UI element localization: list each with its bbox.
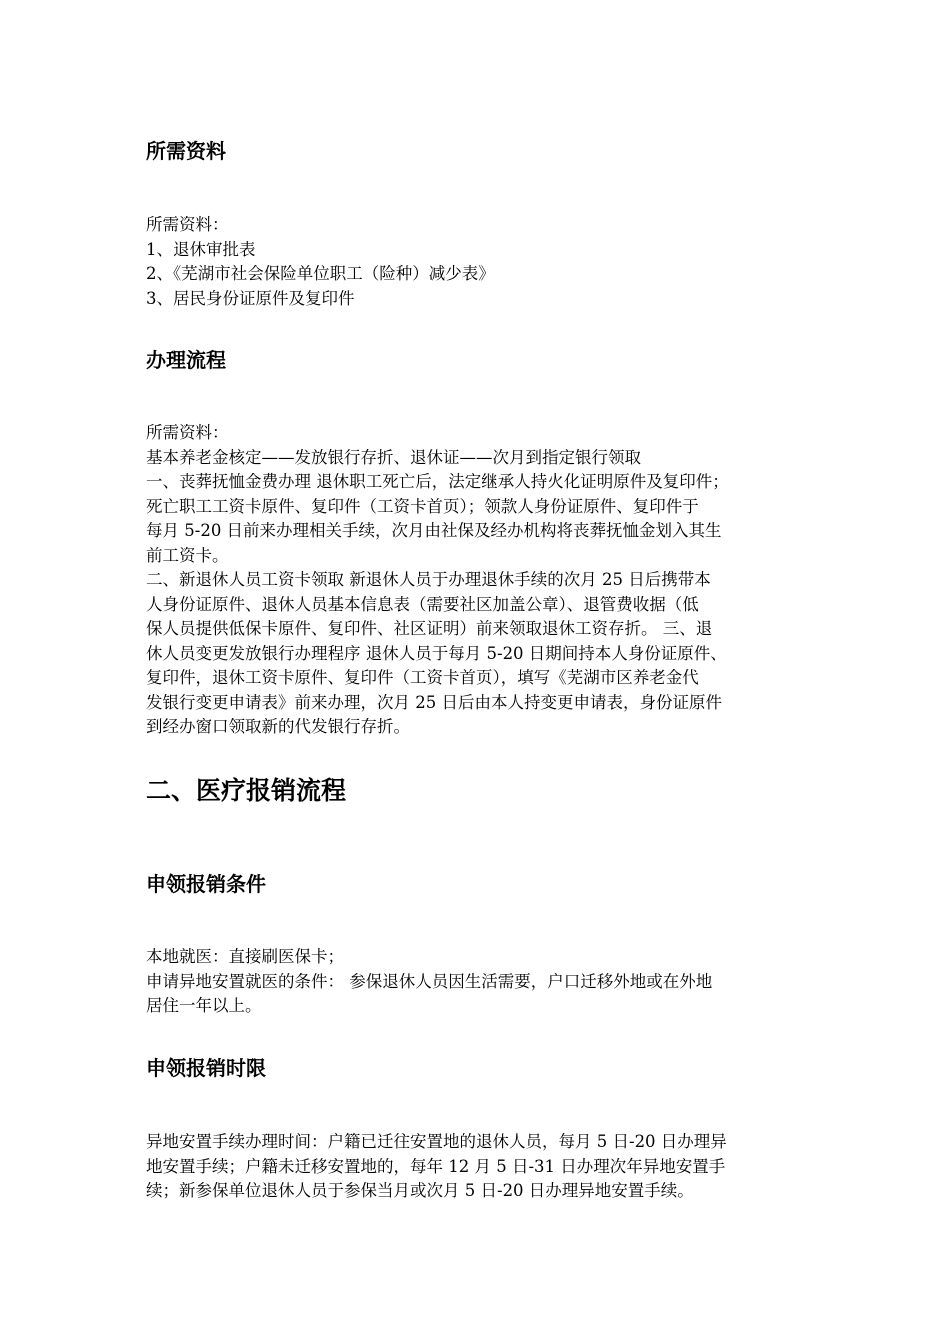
process-line: 死亡职工工资卡原件、复印件（工资卡首页）；领款人身份证原件、复印件于 — [146, 496, 699, 516]
process-line: 所需资料： — [146, 423, 229, 442]
process-line: 保人员提供低保卡原件、复印件、社区证明）前来领取退休工资存折。 三、退 — [146, 619, 713, 638]
conditions-line: 居住一年以上。 — [146, 996, 262, 1015]
process-heading: 办理流程 — [146, 348, 226, 372]
materials-line: 1、退休审批表 — [146, 239, 256, 259]
process-line: 休人员变更发放银行办理程序 退休人员于每月 5-20 日期间持本人身份证原件、 — [146, 643, 727, 663]
time-limit-line: 续；新参保单位退休人员于参保当月或次月 5 日-20 日办理异地安置手续。 — [146, 1181, 694, 1200]
conditions-line: 本地就医：直接刷医保卡； — [146, 947, 344, 966]
process-line: 发银行变更申请表》前来办理，次月 25 日后由本人持变更申请表，身份证原件 — [146, 692, 722, 712]
process-paragraph — [146, 421, 816, 740]
process-line: 复印件，退休工资卡原件、复印件（工资卡首页），填写《芜湖市区养老金代 — [146, 668, 699, 687]
process-line: 每月 5-20 日前来办理相关手续，次月由社保及经办机构将丧葬抚恤金划入其生 — [146, 521, 722, 540]
conditions-paragraph — [146, 945, 816, 1019]
process-line: 一、丧葬抚恤金费办理 退休职工死亡后，法定继承人持火化证明原件及复印件； — [146, 472, 729, 491]
materials-line: 2、《芜湖市社会保险单位职工（险种）减少表》 — [146, 264, 495, 283]
process-line: 二、新退休人员工资卡领取 新退休人员于办理退休手续的次月 25 日后携带本 — [146, 570, 711, 589]
time-limit-heading: 申领报销时限 — [146, 1056, 266, 1080]
process-line: 基本养老金核定——发放银行存折、退休证——次月到指定银行领取 — [146, 447, 641, 467]
materials-line: 3、居民身份证原件及复印件 — [146, 288, 355, 308]
process-line: 到经办窗口领取新的代发银行存折。 — [146, 717, 410, 736]
process-line: 前工资卡。 — [146, 545, 229, 565]
time-limit-paragraph — [146, 1130, 816, 1204]
materials-heading: 所需资料 — [146, 139, 226, 163]
conditions-line: 申请异地安置就医的条件： 参保退休人员因生活需要，户口迁移外地或在外地 — [146, 971, 713, 991]
conditions-heading: 申领报销条件 — [146, 872, 266, 896]
materials-paragraph — [146, 213, 816, 311]
time-limit-line: 地安置手续；户籍未迁移安置地的，每年 12 月 5 日-31 日办理次年异地安置手 — [146, 1156, 726, 1176]
process-line: 人身份证原件、退休人员基本信息表（需要社区加盖公章）、退管费收据（低 — [146, 594, 699, 614]
time-limit-line: 异地安置手续办理时间：户籍已迁往安置地的退休人员，每月 5 日-20 日办理异 — [146, 1132, 727, 1151]
materials-line: 所需资料： — [146, 215, 229, 234]
medical-section-heading: 二、医疗报销流程 — [146, 776, 347, 805]
